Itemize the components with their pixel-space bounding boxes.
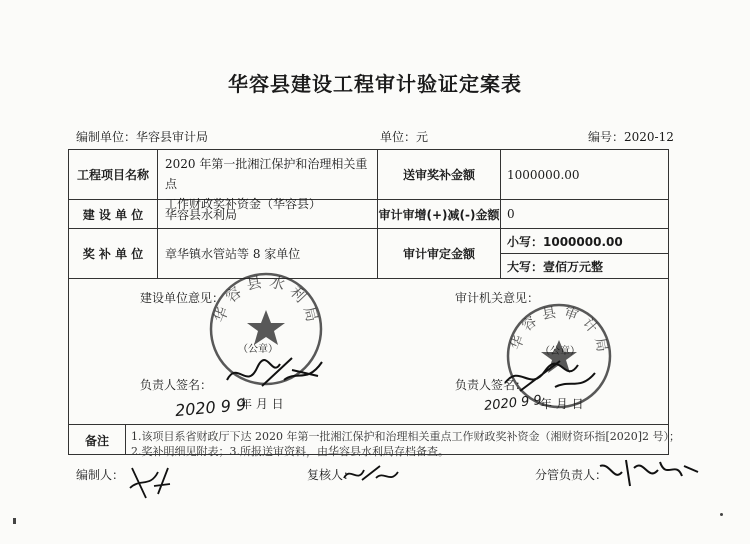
- audit-date-printed: 年 月 日: [540, 397, 584, 411]
- audit-opinion-label: 审计机关意见：: [455, 291, 540, 305]
- row-divider: [68, 424, 669, 425]
- svg-text:华容县审计局: 华容县审计局: [507, 304, 611, 360]
- final-amount-label: 审计审定金额: [402, 247, 475, 261]
- preparer-signature: [124, 458, 174, 504]
- audit-signature: [500, 355, 600, 399]
- svg-text:华容县水利局: 华容县水利局: [210, 272, 323, 330]
- audit-seal-note: （公章）: [540, 346, 580, 357]
- column-divider: [157, 149, 158, 278]
- adjustment-value: 0: [507, 207, 515, 221]
- submitted-amount-value: 1000000.00: [507, 167, 580, 182]
- document-number: 编号：2020-12: [588, 130, 674, 144]
- builder-signature: [222, 350, 332, 394]
- reviewer-signature: [340, 460, 402, 490]
- builder-label: 建 设 单 位: [82, 207, 144, 222]
- final-amount-figures: 小写：1000000.00: [507, 234, 623, 249]
- scan-speck: [720, 513, 723, 516]
- supervisor-signature: [596, 452, 702, 492]
- column-divider: [500, 149, 501, 278]
- builder-date-printed: 年 月 日: [240, 397, 284, 411]
- builder-date-handwritten: 2020 9 9: [174, 394, 247, 421]
- scan-speck: [13, 518, 16, 524]
- remarks-label: 备注: [84, 433, 109, 448]
- project-name-line1: 2020 年第一批湘江保护和治理相关重点: [165, 157, 368, 191]
- audit-signer-label: 负责人签名：: [455, 378, 528, 392]
- preparing-unit: 编制单位：华容县审计局: [76, 130, 209, 144]
- currency-unit: 单位：元: [380, 130, 429, 144]
- adjustment-label: 审计审增(+)减(-)金额: [378, 207, 500, 222]
- builder-opinion-label: 建设单位意见：: [140, 291, 225, 305]
- builder-seal-note: （公章）: [238, 344, 278, 355]
- final-amount-words: 大写：壹佰万元整: [507, 259, 604, 274]
- preparer-label: 编制人：: [76, 468, 125, 482]
- project-name-line2: 工作财政奖补资金（华容县）: [165, 197, 322, 211]
- submitted-amount-label: 送审奖补金额: [402, 168, 475, 182]
- remarks-line2: 2.奖补明细见附表；3.所报送审资料，由华容县水利局存档备查。: [131, 445, 449, 458]
- page-title: 华容县建设工程审计验证定案表: [228, 72, 522, 96]
- remarks-line1: 1.该项目系省财政厅下达 2020 年第一批湘江保护和治理相关重点工作财政奖补资金（湘财资环指[2020]2 号）；: [131, 430, 681, 443]
- column-divider: [125, 424, 126, 455]
- audit-date-handwritten: 2020 9 9: [483, 393, 543, 414]
- builder-value: 华容县水利局: [165, 207, 238, 222]
- row-divider: [68, 278, 669, 279]
- subsidy-unit-label: 奖 补 单 位: [82, 247, 144, 261]
- subsidy-unit-value: 章华镇水管站等 8 家单位: [165, 247, 301, 261]
- builder-signer-label: 负责人签名：: [140, 378, 213, 392]
- project-name-label: 工程项目名称: [76, 168, 149, 182]
- supervisor-label: 分管负责人：: [535, 468, 608, 482]
- reviewer-label: 复核人：: [307, 468, 356, 482]
